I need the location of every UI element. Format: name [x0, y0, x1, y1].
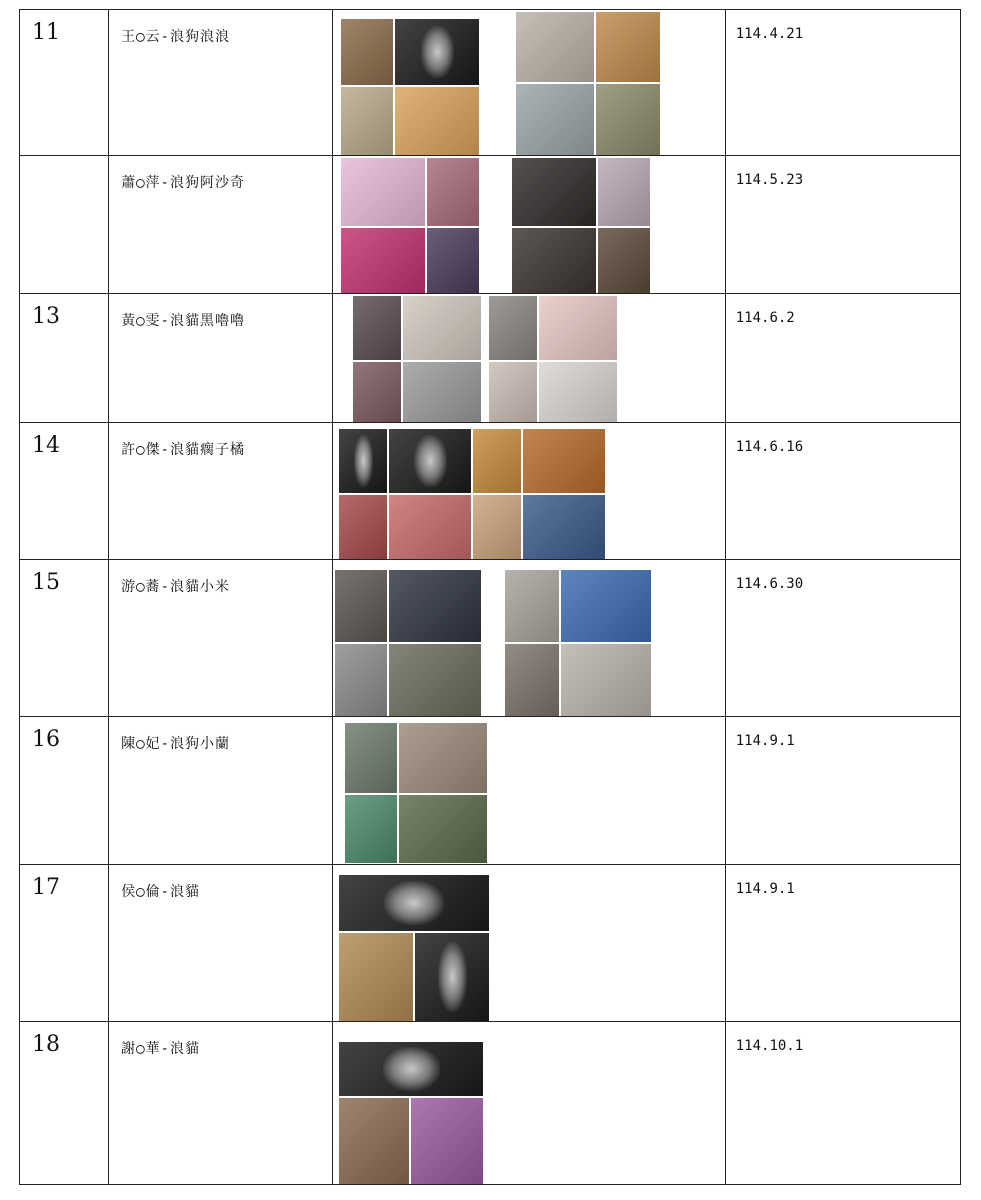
cat-photo: [341, 158, 425, 226]
cat-photo: [539, 362, 617, 422]
row-number: 11: [20, 10, 109, 156]
cat-photo: [473, 429, 521, 493]
photo-collage-cell: [333, 865, 725, 1022]
xray-photo: [395, 19, 479, 85]
photo-collage-cell: [333, 717, 725, 865]
test-kit-photo: [335, 644, 387, 716]
photo-collage: [341, 19, 479, 155]
photo-collage: [339, 1042, 483, 1184]
date: 114.5.23: [725, 156, 960, 294]
photo-collage: [516, 12, 660, 155]
cat-photo: [411, 1098, 483, 1184]
date: 114.4.21: [725, 10, 960, 156]
cat-photo: [339, 933, 413, 1021]
table-row: [20, 156, 961, 294]
photo-collage: [339, 875, 489, 1021]
row-number: [20, 156, 109, 294]
animal-record-name: 游◯蕎-浪貓小米: [109, 560, 333, 717]
photo-collage: [335, 570, 481, 716]
cat-photo: [403, 362, 481, 422]
cat-photo: [353, 296, 401, 360]
animal-record-name: 王◯云-浪狗浪浪: [109, 10, 333, 156]
cat-photo: [403, 296, 481, 360]
date: 114.6.30: [725, 560, 960, 717]
table-row: [20, 717, 961, 865]
surgery-photo: [339, 495, 387, 559]
date: 114.9.1: [725, 865, 960, 1022]
cat-photo: [339, 1098, 409, 1184]
row-number: 15: [20, 560, 109, 717]
surgery-photo: [341, 228, 425, 294]
photo-collage-cell: [333, 156, 725, 294]
cat-photo: [353, 362, 401, 422]
photo-collage: [512, 158, 650, 294]
cat-photo: [427, 158, 479, 226]
dog-photo: [598, 158, 650, 226]
table-row: [20, 10, 961, 156]
dog-photo: [596, 84, 660, 155]
photo-collage-cell: [333, 423, 725, 560]
xray-photo: [339, 429, 387, 493]
dog-photo: [516, 12, 594, 82]
dog-photo: [516, 84, 594, 155]
animal-record-name: 侯◯倫-浪貓: [109, 865, 333, 1022]
photo-collage-cell: [333, 560, 725, 717]
xray-photo: [389, 429, 471, 493]
photo-collage: [353, 296, 481, 422]
cat-photo: [389, 644, 481, 716]
table-row: [20, 560, 961, 717]
dog-photo: [341, 87, 393, 155]
dog-photo: [596, 12, 660, 82]
xray-photo: [415, 933, 489, 1021]
photo-collage-cell: [333, 10, 725, 156]
surgery-photo: [389, 495, 471, 559]
animal-record-name: 陳◯妃-浪狗小蘭: [109, 717, 333, 865]
clinic-photo: [389, 570, 481, 642]
date: 114.6.16: [725, 423, 960, 560]
cat-photo: [505, 644, 559, 716]
cat-photo: [539, 296, 617, 360]
date: 114.10.1: [725, 1022, 960, 1185]
photo-collage: [345, 723, 487, 863]
dog-photo: [598, 228, 650, 294]
dog-photo: [512, 158, 596, 226]
xray-photo: [339, 1042, 483, 1096]
clinic-photo: [335, 570, 387, 642]
cat-photo: [505, 570, 559, 642]
table-row: [20, 294, 961, 423]
photo-collage-cell: [333, 294, 725, 423]
cat-photo: [489, 362, 537, 422]
date: 114.6.2: [725, 294, 960, 423]
cat-photo: [489, 296, 537, 360]
table-row: [20, 423, 961, 560]
dog-photo: [399, 723, 487, 793]
cat-photo: [473, 495, 521, 559]
animal-record-name: 黃◯雯-浪貓黑嚕嚕: [109, 294, 333, 423]
cat-photo: [523, 429, 605, 493]
animal-record-name: 蕭◯萍-浪狗阿沙奇: [109, 156, 333, 294]
surgery-photo: [395, 87, 479, 155]
table-row: [20, 865, 961, 1022]
row-number: 18: [20, 1022, 109, 1185]
dog-photo: [345, 723, 397, 793]
animal-record-name: 謝◯華-浪貓: [109, 1022, 333, 1185]
cat-photo: [561, 570, 651, 642]
photo-collage: [341, 158, 479, 294]
cat-photo: [561, 644, 651, 716]
dog-photo: [512, 228, 596, 294]
date: 114.9.1: [725, 717, 960, 865]
photo-collage: [489, 296, 617, 422]
cat-photo: [523, 495, 605, 559]
photo-collage-cell: [333, 1022, 725, 1185]
photo-collage: [339, 429, 603, 559]
photo-collage: [505, 570, 651, 716]
row-number: 16: [20, 717, 109, 865]
dog-photo: [399, 795, 487, 863]
adoption-record-table: [19, 9, 961, 1185]
xray-photo: [339, 875, 489, 931]
row-number: 17: [20, 865, 109, 1022]
row-number: 14: [20, 423, 109, 560]
dog-photo: [341, 19, 393, 85]
table-row: [20, 1022, 961, 1185]
dog-photo: [345, 795, 397, 863]
row-number: 13: [20, 294, 109, 423]
animal-record-name: 許◯傑-浪貓瘸子橘: [109, 423, 333, 560]
cat-photo: [427, 228, 479, 294]
